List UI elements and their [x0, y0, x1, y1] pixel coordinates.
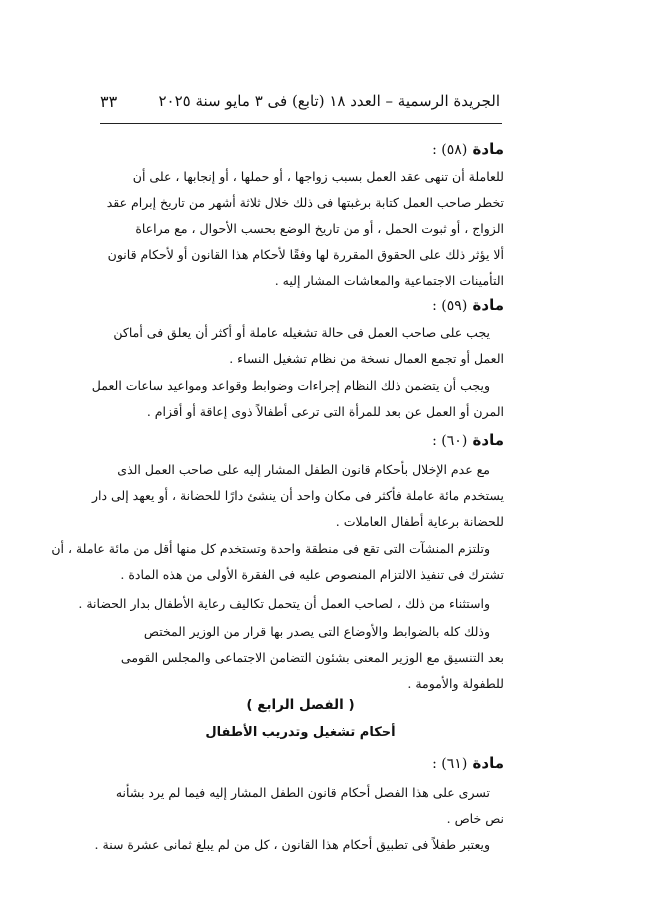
text-line: ألا يؤثر ذلك على الحقوق المقررة لها وفقًا لأحكام هذا القانون أو لأحكام قانون — [107, 247, 504, 262]
text-line: وذلك كله بالضوابط والأوضاع التى يصدر بها قرار من الوزير المختص — [143, 624, 490, 639]
text-line: التأمينات الاجتماعية والمعاشات المشار إليه . — [274, 273, 504, 288]
text-line: المرن أو العمل عن بعد للمرأة التى ترعى أطفالاً ذوى إعاقة أو أقزام . — [146, 404, 504, 419]
article-label: مادة — [472, 431, 504, 449]
text-line: مع عدم الإخلال بأحكام قانون الطفل المشار إليه على صاحب العمل الذى — [117, 462, 490, 477]
article-number: (٦٠) : — [432, 433, 468, 449]
chapter-subtitle: أحكام تشغيل وتدريب الأطفال — [205, 725, 396, 740]
text-line: الزواج ، أو ثبوت الحمل ، أو من تاريخ الوضع بحسب الأحوال ، مع مراعاة — [135, 221, 504, 236]
text-line: ويعتبر طفلاً فى تطبيق أحكام هذا القانون ، كل من لم يبلغ ثمانى عشرة سنة . — [94, 837, 490, 852]
text-line: يجب على صاحب العمل فى حالة تشغيله عاملة أو أكثر أن يعلق فى أماكن — [113, 325, 490, 340]
text-line: وتلتزم المنشآت التى تقع فى منطقة واحدة وتستخدم كل منها أقل من مائة عاملة ، أن — [51, 541, 490, 556]
text-line: تخطر صاحب العمل كتابة برغبتها فى ذلك خلال ثلاثة أشهر من تاريخ إبرام عقد — [106, 195, 504, 210]
article-61-paragraph-2 — [94, 832, 504, 858]
text-line: بعد التنسيق مع الوزير المعنى بشئون التضامن الاجتماعى والمجلس القومى — [120, 650, 504, 665]
article-60-paragraph-3 — [78, 591, 504, 617]
article-59-heading — [432, 296, 504, 314]
text-line: للحضانة برعاية أطفال العاملات . — [335, 514, 504, 529]
gazette-title: الجريدة الرسمية – العدد ١٨ (تابع) فى ٣ مايو سنة ٢٠٢٥ — [158, 92, 500, 110]
text-line: يستخدم مائة عاملة فأكثر فى مكان واحد أن ينشئ دارًا للحضانة ، أو يعهد إلى دار — [91, 488, 504, 503]
article-label: مادة — [472, 754, 504, 772]
page-header — [100, 92, 500, 120]
text-line: تشترك فى تنفيذ الالتزام المنصوص عليه فى الفقرة الأولى من هذه المادة . — [120, 567, 504, 582]
article-label: مادة — [472, 140, 504, 158]
header-divider — [100, 123, 502, 124]
article-60-paragraph-4 — [97, 619, 504, 697]
article-58-heading — [432, 140, 504, 158]
text-line: للعاملة أن تنهى عقد العمل بسبب زواجها ، أو حملها ، أو إنجابها ، على أن — [132, 169, 504, 184]
text-line: للطفولة والأمومة . — [407, 676, 504, 691]
article-61-heading — [432, 754, 504, 772]
article-60-paragraph-1 — [91, 457, 504, 535]
article-59-paragraph-1 — [97, 320, 504, 372]
text-line: نص خاص . — [446, 811, 504, 826]
text-line: واستثناء من ذلك ، لصاحب العمل أن يتحمل تكاليف رعاية الأطفال بدار الحضانة . — [78, 596, 490, 611]
article-60-heading — [432, 431, 504, 449]
article-59-paragraph-2 — [91, 373, 504, 425]
article-number: (٥٩) : — [432, 298, 468, 314]
chapter-title: ( الفصل الرابع ) — [246, 697, 355, 713]
article-61-paragraph-1 — [97, 780, 504, 832]
article-number: (٦١) : — [432, 756, 468, 772]
page-number: ٣٣ — [100, 92, 118, 111]
article-number: (٥٨) : — [432, 142, 468, 158]
text-line: العمل أو تجمع العمال نسخة من نظام تشغيل النساء . — [229, 351, 504, 366]
article-60-paragraph-2 — [51, 536, 504, 588]
article-label: مادة — [472, 296, 504, 314]
text-line: ويجب أن يتضمن ذلك النظام إجراءات وضوابط وقواعد ومواعيد ساعات العمل — [91, 378, 490, 393]
article-58-paragraph-1 — [97, 164, 504, 294]
text-line: تسرى على هذا الفصل أحكام قانون الطفل المشار إليه فيما لم يرد بشأنه — [115, 785, 490, 800]
